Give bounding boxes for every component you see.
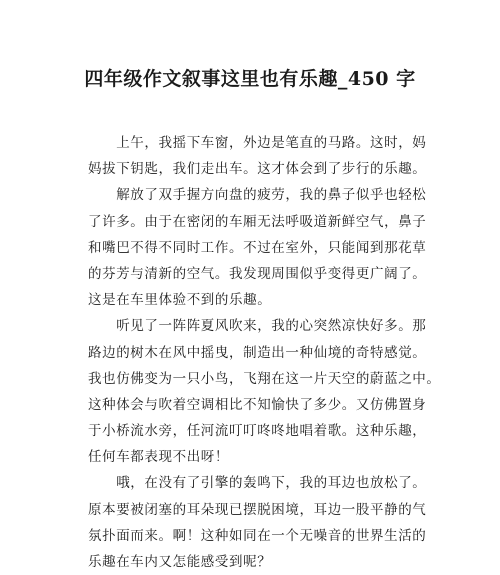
text-line: 哦，在没有了引擎的轰鸣下，我的耳边也放松了。: [88, 475, 427, 492]
text-line: 原本要被闭塞的耳朵现已摆脱困境，耳边一股平静的气: [88, 501, 427, 518]
text-line: 妈拔下钥匙，我们走出车。这才体会到了步行的乐趣。: [88, 161, 427, 178]
text-line: 听见了一阵阵夏风吹来，我的心突然凉快好多。那: [88, 318, 427, 335]
text-line: 任何车都表现不出呀！: [88, 449, 229, 466]
text-line: 这是在车里体验不到的乐趣。: [88, 292, 272, 309]
text-line: 和嘴巴不得不同时工作。不过在室外，只能闻到那花草: [88, 239, 427, 256]
text-line: 上午，我摇下车窗，外边是笔直的马路。这时，妈: [88, 135, 427, 151]
text-line: 我也仿佛变为一只小鸟，飞翔在这一片天空的蔚蓝之中。: [88, 370, 441, 387]
text-line: 氛扑面而来。啊！这种如同在一个无噪音的世界生活的: [88, 527, 427, 544]
text-line: 路边的树木在风中摇曳，制造出一种仙境的奇特感觉。: [88, 344, 427, 361]
text-line: 于小桥流水旁，任河流叮叮咚咚地唱着歌。这种乐趣，: [88, 423, 427, 440]
text-line: 这种体会与吹着空调相比不知愉快了多少。又仿佛置身: [88, 396, 427, 413]
document-body: [88, 130, 441, 575]
text-line: 的芬芳与清新的空气。我发现周围似乎变得更广阔了。: [88, 265, 427, 282]
text-line: 乐趣在车内又怎能感受到呢？: [88, 554, 272, 570]
text-line: 解放了双手握方向盘的疲劳，我的鼻子似乎也轻松: [88, 187, 427, 204]
document-title: 四年级作文叙事这里也有乐趣_450 字: [84, 68, 416, 90]
text-line: 了许多。由于在密闭的车厢无法呼吸道新鲜空气，鼻子: [88, 213, 427, 230]
